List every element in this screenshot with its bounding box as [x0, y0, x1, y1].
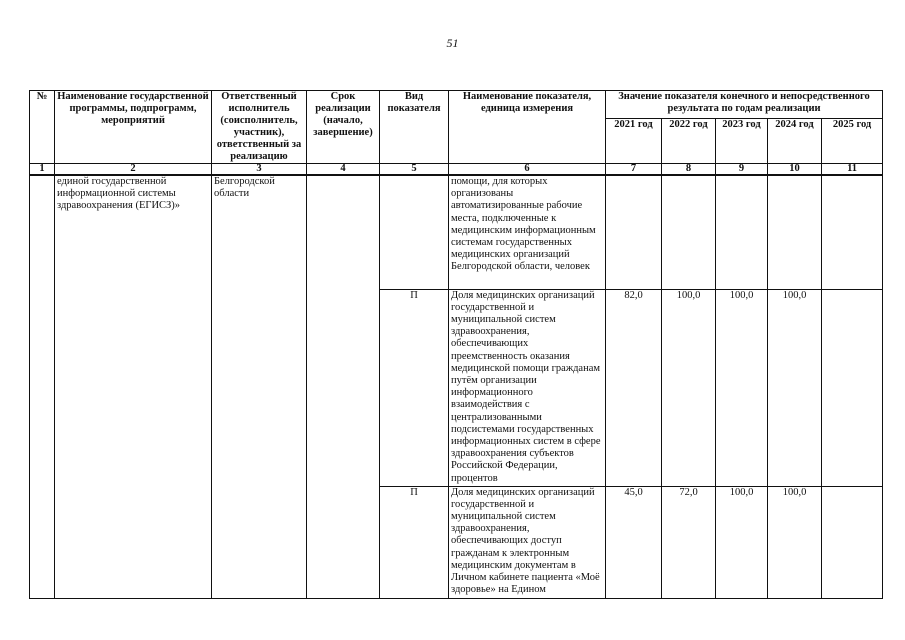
- executor-cell: Белгородской области: [212, 175, 307, 598]
- header-indicator-type: Вид показателя: [380, 91, 449, 164]
- column-number: 5: [380, 164, 449, 176]
- column-number: 2: [55, 164, 212, 176]
- value-2025-cell: [822, 289, 883, 486]
- header-year-2022: 2022 год: [662, 119, 716, 164]
- header-values-group: Значение показателя конечного и непосредственного результата по годам реализации: [606, 91, 883, 119]
- program-table: [29, 90, 883, 599]
- value-2021-cell: 45,0: [606, 486, 662, 598]
- value-2024-cell: 100,0: [768, 486, 822, 598]
- header-year-2021: 2021 год: [606, 119, 662, 164]
- indicator-type-cell: П: [380, 289, 449, 486]
- value-2021-cell: 82,0: [606, 289, 662, 486]
- value-2023-cell: 100,0: [716, 486, 768, 598]
- value-2024-cell: [768, 175, 822, 289]
- value-2022-cell: [662, 175, 716, 289]
- header-year-2023: 2023 год: [716, 119, 768, 164]
- period-cell: [307, 175, 380, 598]
- value-2023-cell: [716, 175, 768, 289]
- column-number: 4: [307, 164, 380, 176]
- column-number: 10: [768, 164, 822, 176]
- value-2025-cell: [822, 486, 883, 598]
- indicator-name-cell: Доля медицинских организаций государственной и муниципальной систем здравоохранения, обеспечивающих преемственность оказания медицинской помощи гражданам путём организации информационного взаимодействия с централизованными подсистемами государственных информационных систем в сфере здравоохранения субъектов Российской Федерации, процентов: [449, 289, 606, 486]
- header-executor: Ответственный исполнитель (соисполнитель, участник), ответственный за реализацию: [212, 91, 307, 164]
- value-2022-cell: 72,0: [662, 486, 716, 598]
- program-name-cell: единой государственной информационной системы здравоохранения (ЕГИСЗ)»: [55, 175, 212, 598]
- indicator-type-cell: П: [380, 486, 449, 598]
- column-number: 8: [662, 164, 716, 176]
- indicator-name-cell: Доля медицинских организаций государственной и муниципальной систем здравоохранения, обеспечивающих доступ гражданам к электронным медицинским документам в Личном кабинете пациента «Моё здоровье» на Едином: [449, 486, 606, 598]
- header-year-2024: 2024 год: [768, 119, 822, 164]
- page-number: 51: [446, 36, 459, 50]
- value-2025-cell: [822, 175, 883, 289]
- header-period: Срок реализации (начало, завершение): [307, 91, 380, 164]
- indicator-type-cell: [380, 175, 449, 289]
- column-number: 11: [822, 164, 883, 176]
- header-program-name: Наименование государственной программы, подпрограмм, мероприятий: [55, 91, 212, 164]
- value-2022-cell: 100,0: [662, 289, 716, 486]
- header-indicator-name: Наименование показателя, единица измерения: [449, 91, 606, 164]
- header-number: №: [30, 91, 55, 164]
- column-number: 3: [212, 164, 307, 176]
- value-2024-cell: 100,0: [768, 289, 822, 486]
- row-number-cell: [30, 175, 55, 598]
- column-number: 6: [449, 164, 606, 176]
- column-number: 9: [716, 164, 768, 176]
- header-year-2025: 2025 год: [822, 119, 883, 164]
- indicator-name-cell: помощи, для которых организованы автоматизированные рабочие места, подключенные к медицинским информационным системам государственных медицинских организаций Белгородской области, человек: [449, 175, 606, 289]
- column-number: 1: [30, 164, 55, 176]
- value-2023-cell: 100,0: [716, 289, 768, 486]
- column-number: 7: [606, 164, 662, 176]
- value-2021-cell: [606, 175, 662, 289]
- table-row: [30, 175, 883, 289]
